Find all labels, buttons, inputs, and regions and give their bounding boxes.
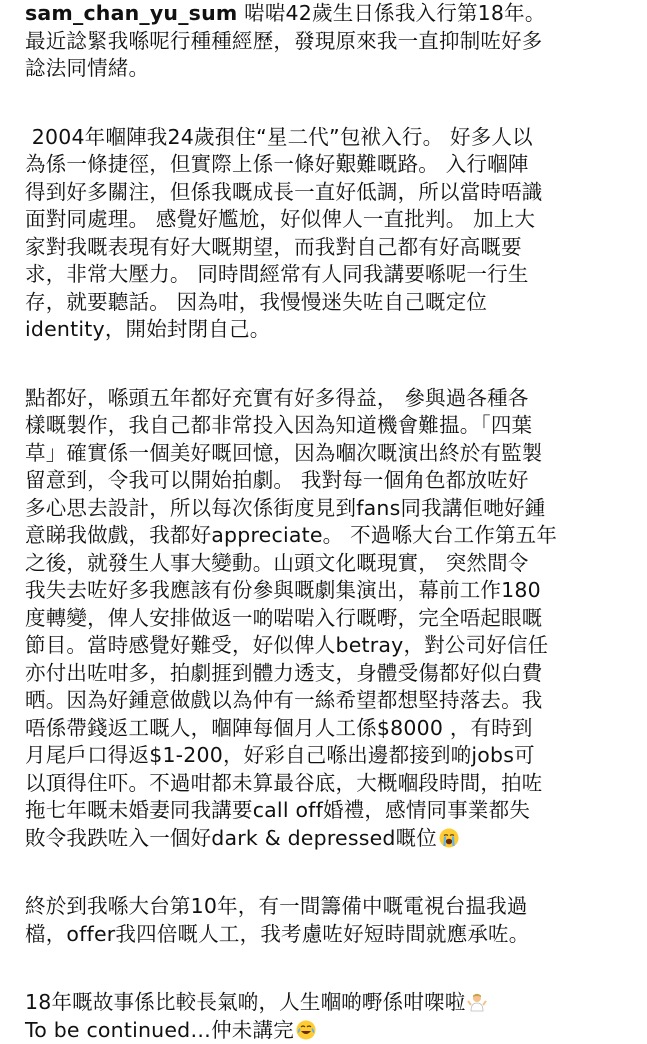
caption-text: 18年嘅故事係比較長氣啲，人生嗰啲嘢係咁㗎啦: [25, 990, 465, 1014]
face-with-tears-of-joy-icon: [296, 1020, 316, 1040]
caption-line: 草」確實係一個美好嘅回憶，因為嗰次嘅演出終於有監製: [25, 440, 630, 468]
caption-line: 我失去咗好多我應該有份參與嘅劇集演出，幕前工作180: [25, 577, 630, 605]
caption-line: 節目。當時感覺好難受，好似俾人betray，對公司好信任: [25, 632, 630, 660]
paragraph-gap: [25, 344, 630, 372]
caption-line: 晒。因為好鍾意做戲以為仲有一絲希望都想堅持落去。我: [25, 687, 630, 715]
caption-line: 面對同處理。 感覺好尷尬，好似俾人一直批判。 加上大: [25, 206, 630, 234]
header-text: 啱啱42歲生日係我入行第18年。: [237, 1, 545, 25]
caption-line: 為係一條捷徑，但實際上係一條好艱難嘅路。 入行嗰陣: [25, 151, 630, 179]
caption-line: 檔，offer我四倍嘅人工，我考慮咗好短時間就應承咗。: [25, 921, 630, 949]
username-link[interactable]: sam_chan_yu_sum: [25, 1, 237, 25]
paragraph-gap: [25, 83, 630, 111]
caption-line: 唔係帶錢返工嘅人，嗰陣每個月人工係$8000 ，有時到: [25, 715, 630, 743]
person-shrugging-icon: [467, 992, 487, 1012]
caption-text: 敗令我跌咗入一個好dark & depressed嘅位: [25, 826, 437, 850]
caption-line: 留意到，令我可以開始拍劇。 我對每一個角色都放咗好: [25, 467, 630, 495]
caption-line: 2004年嗰陣我24歲孭住“星二代”包袱入行。 好多人以: [25, 124, 630, 152]
caption-line: 家對我嘅表現有好大嘅期望，而我對自己都有好高嘅要: [25, 234, 630, 262]
caption-line: 意睇我做戲，我都好appreciate。 不過喺大台工作第五年: [25, 522, 630, 550]
caption-line: 拖七年嘅未婚妻同我講要call off婚禮，感情同事業都失: [25, 797, 630, 825]
caption-line: 之後，就發生人事大變動。山頭文化嘅現實， 突然間令: [25, 550, 630, 578]
caption-line: 多心思去設計，所以每次係街度見到fans同我講佢哋好鍾: [25, 495, 630, 523]
caption-line: 終於到我喺大台第10年，有一間籌備中嘅電視台揾我過: [25, 893, 630, 921]
caption-line-with-emoji: [25, 1017, 630, 1044]
paragraph-gap: [25, 852, 630, 880]
caption-line-with-emoji: [25, 989, 630, 1017]
caption-line: 以頂得住吓。不過咁都未算最谷底，大概嗰段時間，拍咗: [25, 770, 630, 798]
caption-line: 度轉變，俾人安排做返一啲啱啱入行嘅嘢，完全唔起眼嘅: [25, 605, 630, 633]
caption-line: 樣嘅製作，我自己都非常投入因為知道機會難揾。「四葉: [25, 412, 630, 440]
caption-line: identity，開始封閉自己。: [25, 316, 630, 344]
caption-line: 最近諗緊我喺呢行種種經歷，發現原來我一直抑制咗好多: [25, 28, 630, 56]
post-caption: [25, 0, 630, 1044]
caption-text: To be continued…仲未講完: [25, 1018, 294, 1042]
caption-line: 得到好多關注，但係我嘅成長一直好低調，所以當時唔識: [25, 179, 630, 207]
caption-header-line: [25, 0, 630, 28]
caption-line: 月尾戶口得返$1-200，好彩自己喺出邊都接到啲jobs可: [25, 742, 630, 770]
caption-line: 存，就要聽話。 因為咁，我慢慢迷失咗自己嘅定位: [25, 289, 630, 317]
loudly-crying-face-icon: [439, 828, 459, 848]
caption-line: 亦付出咗咁多，拍劇捱到體力透支，身體受傷都好似白費: [25, 660, 630, 688]
caption-line: 諗法同情緒。: [25, 55, 630, 83]
caption-line: 點都好，喺頭五年都好充實有好多得益， 參與過各種各: [25, 385, 630, 413]
paragraph-gap: [25, 948, 630, 976]
caption-line-with-emoji: [25, 825, 630, 853]
caption-line: 求，非常大壓力。 同時間經常有人同我講要喺呢一行生: [25, 261, 630, 289]
